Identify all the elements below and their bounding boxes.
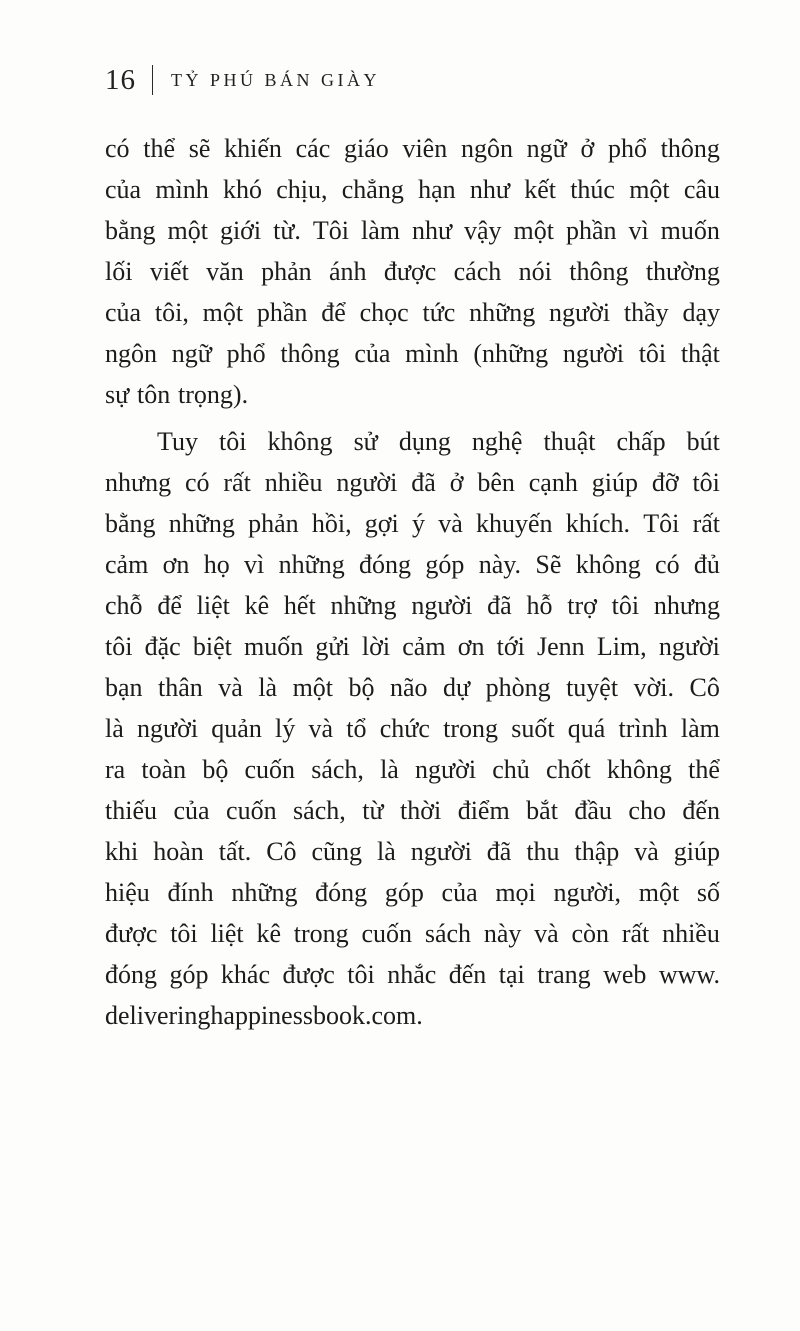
text-line: hiệu đính những đóng góp của mọi người, một số [105,878,720,907]
text-line: của tôi, một phần để chọc tức những người thầy dạy [105,298,720,327]
text-line: nhưng có rất nhiều người đã ở bên cạnh giúp đỡ tôi [105,468,720,497]
text-line: đóng góp khác được tôi nhắc đến tại trang web www. [105,960,720,989]
text-line: tôi đặc biệt muốn gửi lời cảm ơn tới Jenn Lim, người [105,632,720,661]
paragraph [105,427,720,1042]
text-line: khi hoàn tất. Cô cũng là người đã thu thập và giúp [105,837,720,866]
text-line: bạn thân và là một bộ não dự phòng tuyệt vời. Cô [105,673,720,702]
text-line: bằng một giới từ. Tôi làm như vậy một phần vì muốn [105,216,720,245]
text-line: cảm ơn họ vì những đóng góp này. Sẽ không có đủ [105,550,720,579]
text-line: Tuy tôi không sử dụng nghệ thuật chấp bút [157,427,720,456]
text-line: bằng những phản hồi, gợi ý và khuyến khích. Tôi rất [105,509,720,538]
text-line: được tôi liệt kê trong cuốn sách này và còn rất nhiều [105,919,720,948]
text-line: thiếu của cuốn sách, từ thời điểm bắt đầu cho đến [105,796,720,825]
text-line: deliveringhappinessbook.com. [105,1001,423,1030]
text-line: sự tôn trọng). [105,380,249,409]
page-body [105,134,720,1042]
text-line: có thể sẽ khiến các giáo viên ngôn ngữ ở phổ thông [105,134,720,163]
running-header [105,64,380,96]
page-number: 16 [105,64,136,96]
paragraph [105,134,720,421]
text-line: chỗ để liệt kê hết những người đã hỗ trợ tôi nhưng [105,591,720,620]
text-line: của mình khó chịu, chẳng hạn như kết thúc một câu [105,175,720,204]
text-line: lối viết văn phản ánh được cách nói thông thường [105,257,720,286]
text-line: là người quản lý và tổ chức trong suốt quá trình làm [105,714,720,743]
header-divider [152,65,153,95]
text-line: ngôn ngữ phổ thông của mình (những người tôi thật [105,339,720,368]
book-title: TỶ PHÚ BÁN GIÀY [171,70,380,90]
text-line: ra toàn bộ cuốn sách, là người chủ chốt không thể [105,755,720,784]
